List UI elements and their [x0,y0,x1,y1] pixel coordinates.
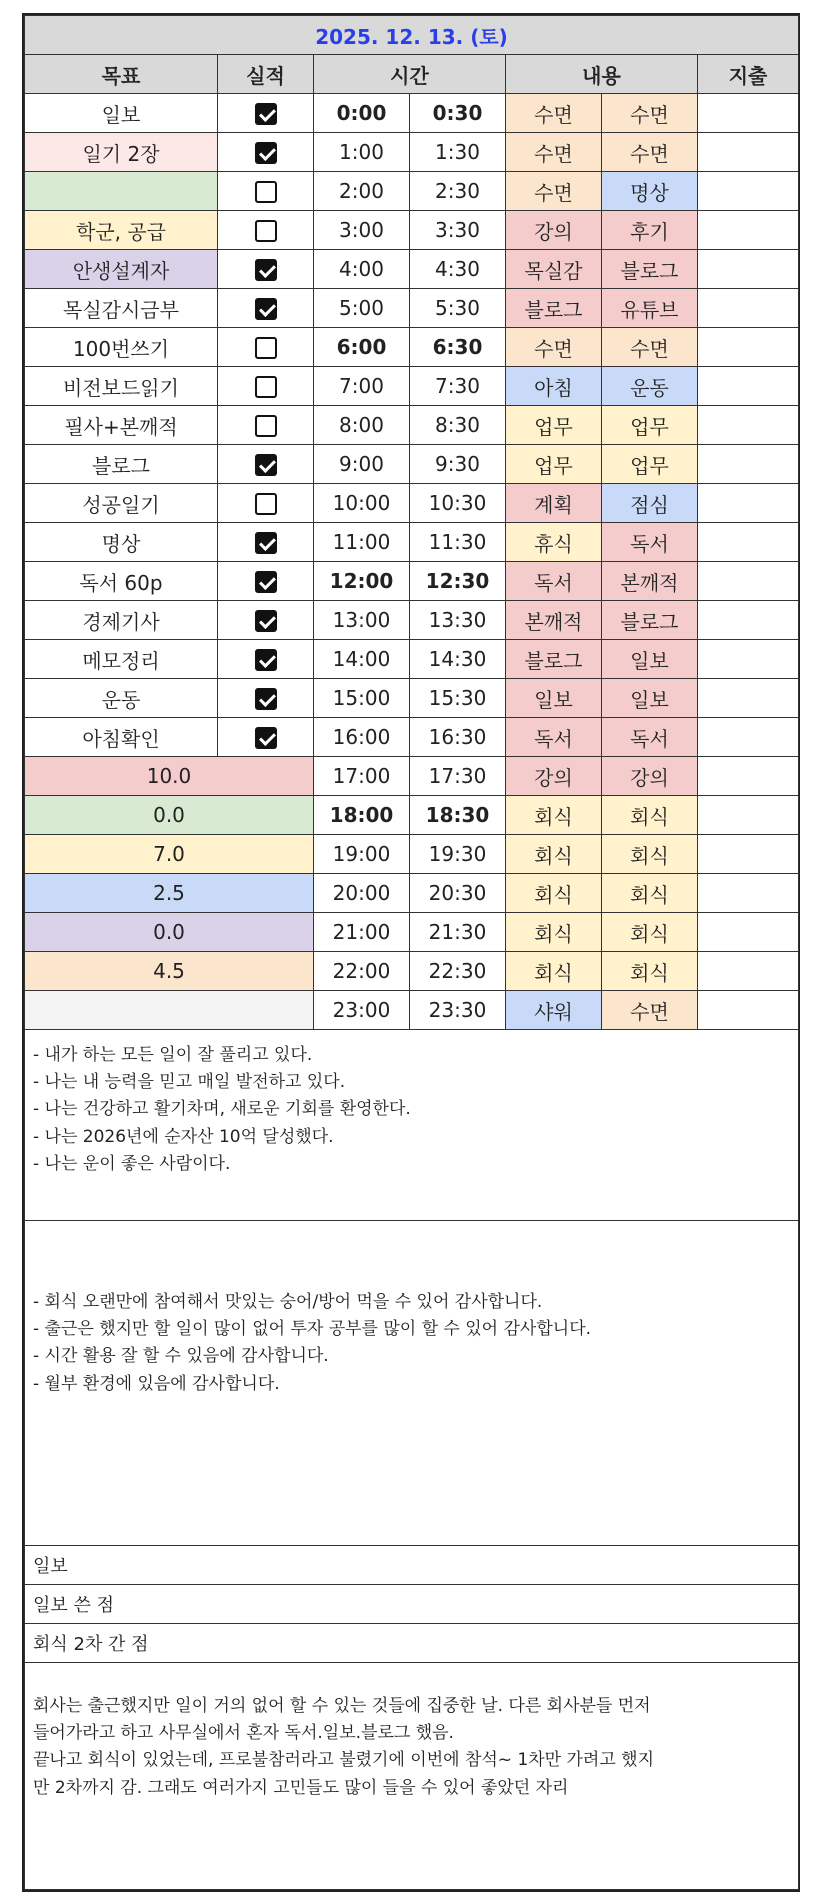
time-end: 9:30 [410,445,506,484]
result-cell[interactable] [218,523,314,562]
result-cell[interactable] [218,484,314,523]
time-end: 21:30 [410,913,506,952]
checkbox-checked-icon[interactable] [255,142,277,164]
checkbox-unchecked-icon[interactable] [255,415,277,437]
content-second[interactable]: 운동 [602,367,698,406]
spend-cell[interactable] [698,991,799,1030]
content-second[interactable]: 블로그 [602,250,698,289]
time-start: 18:00 [314,796,410,835]
affirmation-line: - 나는 건강하고 활기차며, 새로운 기회를 환영한다. [33,1099,411,1120]
time-end: 6:30 [410,328,506,367]
spend-cell[interactable] [698,640,799,679]
spend-cell[interactable] [698,133,799,172]
content-second[interactable]: 회식 [602,796,698,835]
spend-cell[interactable] [698,913,799,952]
content-first[interactable]: 수면 [506,328,602,367]
time-end: 1:30 [410,133,506,172]
note-row [25,1585,799,1624]
content-second[interactable]: 업무 [602,406,698,445]
checkbox-unchecked-icon[interactable] [255,493,277,515]
content-second[interactable]: 수면 [602,133,698,172]
content-second[interactable]: 후기 [602,211,698,250]
content-first[interactable]: 강의 [506,211,602,250]
result-cell[interactable] [218,94,314,133]
spend-cell[interactable] [698,523,799,562]
summary-row [25,874,799,913]
summary-value: 0.0 [25,913,314,952]
goal-cell[interactable]: 경제기사 [25,601,218,640]
time-start: 17:00 [314,757,410,796]
affirmation-row [25,1030,799,1221]
content-first[interactable]: 계획 [506,484,602,523]
time-end: 7:30 [410,367,506,406]
gratitude-line: - 시간 활용 잘 할 수 있음에 감사합니다. [33,1346,329,1367]
content-first[interactable]: 회식 [506,796,602,835]
content-first[interactable]: 회식 [506,952,602,991]
checkbox-checked-icon[interactable] [255,298,277,320]
goal-cell[interactable]: 메모정리 [25,640,218,679]
time-end: 19:30 [410,835,506,874]
checkbox-checked-icon[interactable] [255,532,277,554]
content-first[interactable]: 일보 [506,679,602,718]
goal-cell[interactable]: 성공일기 [25,484,218,523]
schedule-row [25,172,799,211]
content-first[interactable]: 독서 [506,718,602,757]
time-start: 12:00 [314,562,410,601]
checkbox-checked-icon[interactable] [255,259,277,281]
note-cell[interactable]: 일보 [25,1546,799,1585]
schedule-row [25,94,799,133]
date-title: 2025. 12. 13. (토) [25,16,799,55]
checkbox-checked-icon[interactable] [255,103,277,125]
spend-cell[interactable] [698,328,799,367]
gratitude-line: - 출근은 했지만 할 일이 많이 없어 투자 공부를 많이 할 수 있어 감사합니다. [33,1319,592,1340]
goal-cell[interactable]: 독서 60p [25,562,218,601]
schedule-row [25,484,799,523]
goal-cell[interactable] [25,172,218,211]
time-start: 20:00 [314,874,410,913]
time-end: 20:30 [410,874,506,913]
result-cell[interactable] [218,640,314,679]
time-end: 17:30 [410,757,506,796]
spend-cell[interactable] [698,757,799,796]
checkbox-unchecked-icon[interactable] [255,220,277,242]
content-second[interactable]: 회식 [602,952,698,991]
time-start: 4:00 [314,250,410,289]
time-start: 6:00 [314,328,410,367]
goal-cell[interactable]: 비전보드읽기 [25,367,218,406]
content-first[interactable]: 샤워 [506,991,602,1030]
content-second[interactable]: 블로그 [602,601,698,640]
result-cell[interactable] [218,328,314,367]
content-second[interactable]: 수면 [602,94,698,133]
content-first[interactable]: 수면 [506,94,602,133]
content-first[interactable]: 회식 [506,835,602,874]
schedule-row [25,289,799,328]
schedule-row [25,601,799,640]
diary-line: 만 2차까지 감. 그래도 여러가지 고민들도 많이 들을 수 있어 좋았던 자리 [33,1777,569,1798]
schedule-row [25,133,799,172]
checkbox-checked-icon[interactable] [255,688,277,710]
content-first[interactable]: 회식 [506,913,602,952]
schedule-row [25,250,799,289]
schedule-row [25,328,799,367]
schedule-row [25,523,799,562]
summary-value: 10.0 [25,757,314,796]
time-end: 8:30 [410,406,506,445]
content-first[interactable]: 본깨적 [506,601,602,640]
spend-cell[interactable] [698,601,799,640]
goal-cell[interactable]: 학군, 공급 [25,211,218,250]
time-start: 22:00 [314,952,410,991]
affirmation-line: - 내가 하는 모든 일이 잘 풀리고 있다. [33,1045,313,1065]
content-second[interactable]: 명상 [602,172,698,211]
content-second[interactable]: 본깨적 [602,562,698,601]
time-start: 23:00 [314,991,410,1030]
header-goal: 목표 [25,55,218,94]
schedule-row [25,718,799,757]
summary-value: 4.5 [25,952,314,991]
gratitude-line: - 회식 오랜만에 참여해서 맛있는 숭어/방어 먹을 수 있어 감사합니다. [33,1292,543,1312]
spend-cell[interactable] [698,484,799,523]
spend-cell[interactable] [698,445,799,484]
time-start: 3:00 [314,211,410,250]
checkbox-checked-icon[interactable] [255,727,277,749]
time-start: 11:00 [314,523,410,562]
result-cell[interactable] [218,250,314,289]
time-end: 13:30 [410,601,506,640]
spend-cell[interactable] [698,874,799,913]
time-end: 22:30 [410,952,506,991]
note-cell[interactable]: 일보 쓴 점 [25,1585,799,1624]
spend-cell[interactable] [698,94,799,133]
spend-cell[interactable] [698,952,799,991]
note-row [25,1546,799,1585]
affirmation-block[interactable] [25,1030,799,1221]
result-cell[interactable] [218,679,314,718]
time-start: 10:00 [314,484,410,523]
content-first[interactable]: 업무 [506,445,602,484]
goal-cell[interactable]: 목실감시금부 [25,289,218,328]
checkbox-unchecked-icon[interactable] [255,181,277,203]
spend-cell[interactable] [698,562,799,601]
time-start: 13:00 [314,601,410,640]
content-second[interactable]: 수면 [602,991,698,1030]
content-first[interactable]: 휴식 [506,523,602,562]
header-time: 시간 [314,55,506,94]
result-cell[interactable] [218,445,314,484]
note-row [25,1624,799,1663]
time-end: 10:30 [410,484,506,523]
gratitude-block[interactable] [25,1221,799,1546]
content-second[interactable]: 강의 [602,757,698,796]
goal-cell[interactable]: 블로그 [25,445,218,484]
content-second[interactable]: 회식 [602,913,698,952]
goal-cell[interactable]: 운동 [25,679,218,718]
time-end: 2:30 [410,172,506,211]
header-result: 실적 [218,55,314,94]
summary-value [25,991,314,1030]
spend-cell[interactable] [698,367,799,406]
content-second[interactable]: 독서 [602,718,698,757]
time-end: 14:30 [410,640,506,679]
schedule-row [25,445,799,484]
spend-cell[interactable] [698,172,799,211]
spend-cell[interactable] [698,250,799,289]
planner-sheet [22,13,800,1892]
diary-line: 끝나고 회식이 있었는데, 프로불참러라고 불렸기에 이번에 참석~ 1차만 가려고 했지 [33,1750,655,1771]
time-end: 4:30 [410,250,506,289]
time-end: 15:30 [410,679,506,718]
goal-cell[interactable]: 아침확인 [25,718,218,757]
time-end: 5:30 [410,289,506,328]
content-first[interactable]: 수면 [506,172,602,211]
content-second[interactable]: 업무 [602,445,698,484]
spend-cell[interactable] [698,796,799,835]
content-second[interactable]: 회식 [602,835,698,874]
summary-value: 2.5 [25,874,314,913]
content-second[interactable]: 수면 [602,328,698,367]
schedule-row [25,367,799,406]
time-start: 8:00 [314,406,410,445]
diary-row [25,1663,799,1890]
gratitude-row [25,1221,799,1546]
time-end: 12:30 [410,562,506,601]
goal-cell[interactable]: 일보 [25,94,218,133]
checkbox-checked-icon[interactable] [255,571,277,593]
time-start: 7:00 [314,367,410,406]
result-cell[interactable] [218,211,314,250]
content-second[interactable]: 점심 [602,484,698,523]
affirmation-line: - 나는 내 능력을 믿고 매일 발전하고 있다. [33,1072,346,1093]
goal-cell[interactable]: 안생설계자 [25,250,218,289]
checkbox-unchecked-icon[interactable] [255,376,277,398]
affirmation-line: - 나는 2026년에 순자산 10억 달성했다. [33,1126,334,1147]
time-start: 9:00 [314,445,410,484]
content-second[interactable]: 독서 [602,523,698,562]
summary-value: 0.0 [25,796,314,835]
summary-row [25,835,799,874]
time-start: 5:00 [314,289,410,328]
summary-row [25,757,799,796]
summary-row [25,913,799,952]
diary-line: 회사는 출근했지만 일이 거의 없어 할 수 있는 것들에 집중한 날. 다른 회사분들 먼저 [33,1696,651,1716]
content-first[interactable]: 독서 [506,562,602,601]
content-first[interactable]: 수면 [506,133,602,172]
time-end: 16:30 [410,718,506,757]
content-first[interactable]: 목실감 [506,250,602,289]
summary-row [25,796,799,835]
time-end: 3:30 [410,211,506,250]
checkbox-checked-icon[interactable] [255,610,277,632]
result-cell[interactable] [218,601,314,640]
schedule-row [25,640,799,679]
result-cell[interactable] [218,133,314,172]
checkbox-checked-icon[interactable] [255,649,277,671]
content-first[interactable]: 블로그 [506,640,602,679]
result-cell[interactable] [218,367,314,406]
content-first[interactable]: 회식 [506,874,602,913]
content-first[interactable]: 아침 [506,367,602,406]
goal-cell[interactable]: 일기 2장 [25,133,218,172]
content-first[interactable]: 블로그 [506,289,602,328]
content-second[interactable]: 일보 [602,679,698,718]
diary-line: 들어가라고 하고 사무실에서 혼자 독서.일보.블로그 했음. [33,1723,454,1744]
time-start: 1:00 [314,133,410,172]
time-start: 2:00 [314,172,410,211]
goal-cell[interactable]: 100번쓰기 [25,328,218,367]
schedule-row [25,211,799,250]
time-end: 18:30 [410,796,506,835]
checkbox-checked-icon[interactable] [255,454,277,476]
checkbox-unchecked-icon[interactable] [255,337,277,359]
schedule-row [25,679,799,718]
result-cell[interactable] [218,289,314,328]
content-second[interactable]: 유튜브 [602,289,698,328]
goal-cell[interactable]: 명상 [25,523,218,562]
spend-cell[interactable] [698,679,799,718]
header-spend: 지출 [698,55,799,94]
result-cell[interactable] [218,172,314,211]
spend-cell[interactable] [698,835,799,874]
summary-row [25,991,799,1030]
schedule-row [25,562,799,601]
diary-block[interactable] [25,1663,799,1890]
summary-row [25,952,799,991]
content-first[interactable]: 업무 [506,406,602,445]
spend-cell[interactable] [698,211,799,250]
goal-cell[interactable]: 필사+본깨적 [25,406,218,445]
time-start: 15:00 [314,679,410,718]
spend-cell[interactable] [698,406,799,445]
header-content: 내용 [506,55,698,94]
affirmation-line: - 나는 운이 좋은 사람이다. [33,1153,231,1174]
time-start: 21:00 [314,913,410,952]
result-cell[interactable] [218,718,314,757]
time-end: 11:30 [410,523,506,562]
time-start: 19:00 [314,835,410,874]
result-cell[interactable] [218,562,314,601]
gratitude-line: - 월부 환경에 있음에 감사합니다. [33,1373,280,1394]
planner-table [24,15,799,1890]
content-first[interactable]: 강의 [506,757,602,796]
summary-value: 7.0 [25,835,314,874]
content-second[interactable]: 회식 [602,874,698,913]
content-second[interactable]: 일보 [602,640,698,679]
note-cell[interactable]: 회식 2차 간 점 [25,1624,799,1663]
result-cell[interactable] [218,406,314,445]
time-end: 0:30 [410,94,506,133]
time-start: 14:00 [314,640,410,679]
schedule-row [25,406,799,445]
time-start: 0:00 [314,94,410,133]
spend-cell[interactable] [698,718,799,757]
spend-cell[interactable] [698,289,799,328]
time-end: 23:30 [410,991,506,1030]
time-start: 16:00 [314,718,410,757]
